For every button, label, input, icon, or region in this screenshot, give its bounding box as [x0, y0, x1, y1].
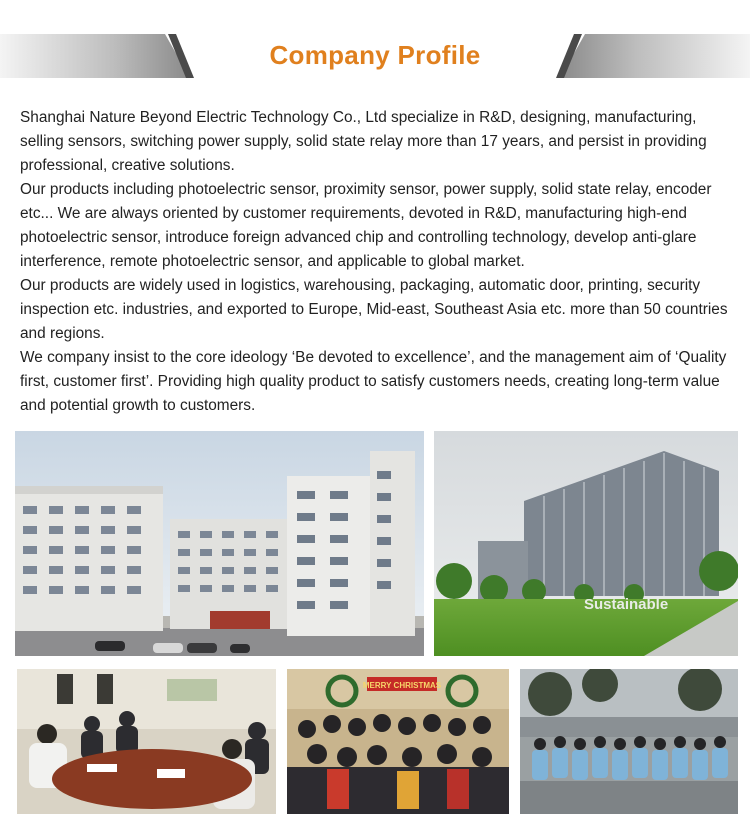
factory-building-photo	[15, 431, 424, 656]
party-banner-text: MERRY CHRISTMAS	[362, 681, 442, 690]
section-header-banner	[0, 34, 750, 78]
staff-group-photo	[520, 669, 738, 814]
office-campus-photo	[434, 431, 738, 656]
christmas-party-photo	[287, 669, 509, 814]
team-meeting-photo	[17, 669, 276, 814]
company-description	[20, 106, 738, 418]
paragraph-products: Our products including photoelectric sensor, proximity sensor, power supply, solid state relay, encoder etc... We are always oriented by customer requirements, devoted in R&D, manufacturing high-end photoelectric sensor, introduce foreign advanced chip and controlling technology, develop anti-glare interference, remote photoelectric sensor, and applicable to global market.	[20, 181, 712, 270]
page-title: Company Profile	[269, 40, 481, 70]
campus-sign-text: Sustainable	[584, 596, 669, 613]
paragraph-markets: Our products are widely used in logistics, warehousing, packaging, automatic door, printing, security inspection etc. industries, and exported to Europe, Mid-east, Southeast Asia etc. more than 50 countries and regions.	[20, 277, 728, 342]
paragraph-ideology: We company insist to the core ideology ‘Be devoted to excellence’, and the management aim of ‘Quality first, customer first’. Providing high quality product to satisfy customers needs, creating long-term value and potential growth to customers.	[20, 349, 727, 414]
paragraph-overview: Shanghai Nature Beyond Electric Technology Co., Ltd specialize in R&D, designing, manufacturing, selling sensors, switching power supply, solid state relay more than 17 years, and persist in providing professional, creative solutions.	[20, 109, 707, 174]
